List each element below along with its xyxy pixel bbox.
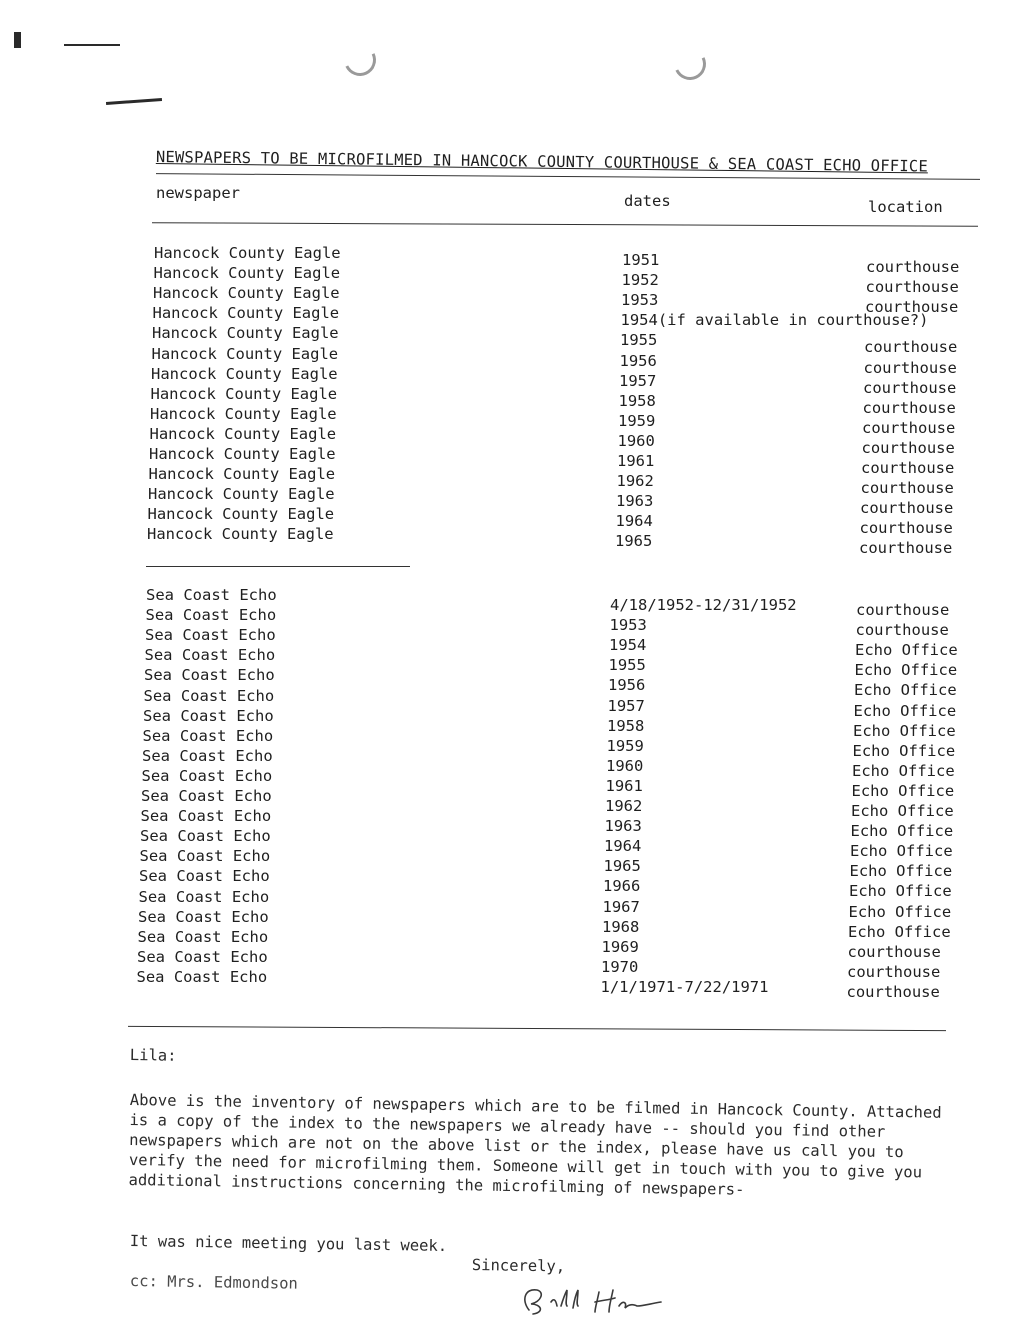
newspaper-date: 1960 [617,431,655,450]
newspaper-name: Sea Coast Echo [145,626,276,645]
newspaper-date: 1962 [616,472,654,491]
letter-body: Above is the inventory of newspapers which are to be filmed in Hancock County. Attached is a copy of the index to the newspapers we already have -- should you find other newspapers which are not on the above list or the index, please have us call you to verify the need for microfilming them. Someone will get in touch with you to give you additional instructions concerning the microfilming of newspapers- [128,1090,942,1199]
newspaper-location: Echo Office [850,822,954,841]
newspaper-name: Hancock County Eagle [152,324,339,343]
newspaper-date: 1955 [620,331,658,350]
newspaper-name: Hancock County Eagle [149,445,336,463]
header-dates: dates [624,192,671,210]
newspaper-date: 1/1/1971-7/22/1971 [600,977,769,996]
newspaper-location: courthouse [865,298,959,317]
newspaper-location: courthouse [847,962,941,981]
newspaper-location: Echo Office [853,721,956,740]
newspaper-date: 1967 [602,897,640,916]
newspaper-location: courthouse [862,418,956,437]
newspaper-location: courthouse [866,258,960,276]
newspaper-location: courthouse [861,459,955,477]
newspaper-name: Sea Coast Echo [145,606,277,625]
newspaper-date: 1968 [602,917,640,936]
letter-divider [128,1026,946,1031]
newspaper-name: Sea Coast Echo [144,646,276,665]
newspaper-location: courthouse [861,438,955,457]
newspaper-location: Echo Office [849,882,952,901]
newspaper-date: 1963 [604,817,642,836]
newspaper-date: 1957 [607,696,645,715]
newspaper-date: 1953 [621,291,659,310]
newspaper-location: courthouse [856,601,950,619]
newspaper-location: courthouse [864,338,958,357]
newspaper-location: Echo Office [848,922,951,941]
newspaper-location: courthouse [846,982,940,1001]
header-newspaper: newspaper [156,184,240,202]
newspaper-date: 1958 [607,716,645,735]
newspaper-name: Hancock County Eagle [152,304,340,323]
newspaper-name: Sea Coast Echo [146,586,277,604]
newspaper-location: Echo Office [855,641,958,660]
newspaper-name: Sea Coast Echo [138,907,269,926]
newspaper-location: courthouse [860,499,954,518]
newspaper-date: 1966 [603,877,641,896]
handwritten-signature [515,1282,685,1318]
newspaper-date: 1956 [619,351,657,370]
newspaper-date: 1965 [603,857,641,876]
newspaper-date: 1965 [615,532,653,551]
newspaper-date: 1951 [622,251,660,269]
newspaper-location: courthouse [859,539,953,558]
header-rule [152,222,978,227]
newspaper-date: 1960 [606,756,644,775]
newspaper-name: Hancock County Eagle [151,344,339,363]
newspaper-location: Echo Office [853,701,957,720]
newspaper-date: 1957 [619,371,657,390]
newspaper-name: Sea Coast Echo [136,967,268,986]
newspaper-location: courthouse [860,479,954,498]
newspaper-name: Sea Coast Echo [137,927,269,946]
newspaper-date: 1956 [608,676,646,695]
newspaper-location: Echo Office [851,781,955,800]
newspaper-location: Echo Office [852,761,955,780]
newspaper-date: 1953 [609,616,647,635]
newspaper-name: Sea Coast Echo [141,787,272,805]
newspaper-name: Hancock County Eagle [150,384,338,403]
newspaper-name: Sea Coast Echo [141,766,273,785]
newspaper-location: Echo Office [850,842,953,861]
newspaper-name: Sea Coast Echo [139,867,270,886]
newspaper-date: 1970 [601,957,639,976]
newspaper-date: 1964 [615,512,653,531]
newspaper-name: Hancock County Eagle [153,284,340,303]
newspaper-name: Hancock County Eagle [149,424,337,443]
document-title [156,148,982,176]
newspaper-name: Hancock County Eagle [147,525,334,544]
newspaper-name: Sea Coast Echo [139,847,271,866]
newspaper-date: 1955 [608,656,646,675]
newspaper-location: Echo Office [849,862,953,881]
letter-valediction: Sincerely, [471,1256,566,1276]
newspaper-name: Sea Coast Echo [142,726,274,745]
newspaper-date: 1969 [601,937,639,956]
punch-hole [339,39,380,80]
newspaper-location: courthouse [865,278,959,297]
letter-salutation: Lila: [129,1046,177,1065]
newspaper-date: 1954(if available in courthouse?) [620,311,929,330]
newspaper-name: Hancock County Eagle [147,505,335,524]
newspaper-name: Hancock County Eagle [150,404,337,423]
newspaper-date: 4/18/1952-12/31/1952 [610,596,797,614]
newspaper-location: courthouse [863,378,957,397]
newspaper-date: 1963 [616,492,654,511]
newspaper-name: Hancock County Eagle [154,244,341,262]
newspaper-location: courthouse [863,358,957,377]
scan-mark [64,44,120,46]
punch-hole [669,43,710,84]
newspaper-date: 1961 [617,452,655,470]
title-text: NEWSPAPERS TO BE MICROFILMED IN HANCOCK COUNTY COURTHOUSE & SEA COAST ECHO OFFICE [155,148,929,176]
newspaper-location: courthouse [847,942,941,961]
scan-mark [106,98,162,105]
newspaper-location: Echo Office [852,741,956,760]
newspaper-name: Sea Coast Echo [137,947,268,966]
newspaper-location: Echo Office [848,902,952,921]
newspaper-location: courthouse [862,398,956,417]
newspaper-date: 1954 [609,636,647,655]
header-location: location [868,198,943,216]
newspaper-name: Sea Coast Echo [143,706,274,725]
newspaper-name: Sea Coast Echo [143,686,275,705]
newspaper-name: Sea Coast Echo [140,827,271,846]
newspaper-location: Echo Office [851,802,954,820]
letter-cc: cc: Mrs. Edmondson [129,1272,298,1293]
newspaper-location: courthouse [859,519,953,538]
newspaper-name: Sea Coast Echo [144,666,275,685]
newspaper-name: Hancock County Eagle [153,264,341,283]
newspaper-date: 1964 [604,837,642,856]
newspaper-date: 1962 [605,797,643,815]
scan-mark [14,32,21,48]
newspaper-name: Sea Coast Echo [140,807,272,826]
newspaper-date: 1961 [605,776,643,795]
newspaper-date: 1958 [618,391,656,410]
newspaper-date: 1959 [606,736,644,755]
letter-closing-line: It was nice meeting you last week. [129,1232,448,1255]
newspaper-date: 1952 [621,271,659,290]
section-divider [146,566,410,567]
newspaper-name: Hancock County Eagle [148,465,336,484]
newspaper-location: courthouse [855,621,949,640]
newspaper-name: Sea Coast Echo [138,887,270,906]
newspaper-location: Echo Office [854,681,957,700]
newspaper-name: Hancock County Eagle [151,364,338,383]
newspaper-name: Sea Coast Echo [142,746,273,765]
newspaper-date: 1959 [618,411,656,430]
newspaper-location: Echo Office [854,661,958,680]
newspaper-name: Hancock County Eagle [148,485,335,504]
